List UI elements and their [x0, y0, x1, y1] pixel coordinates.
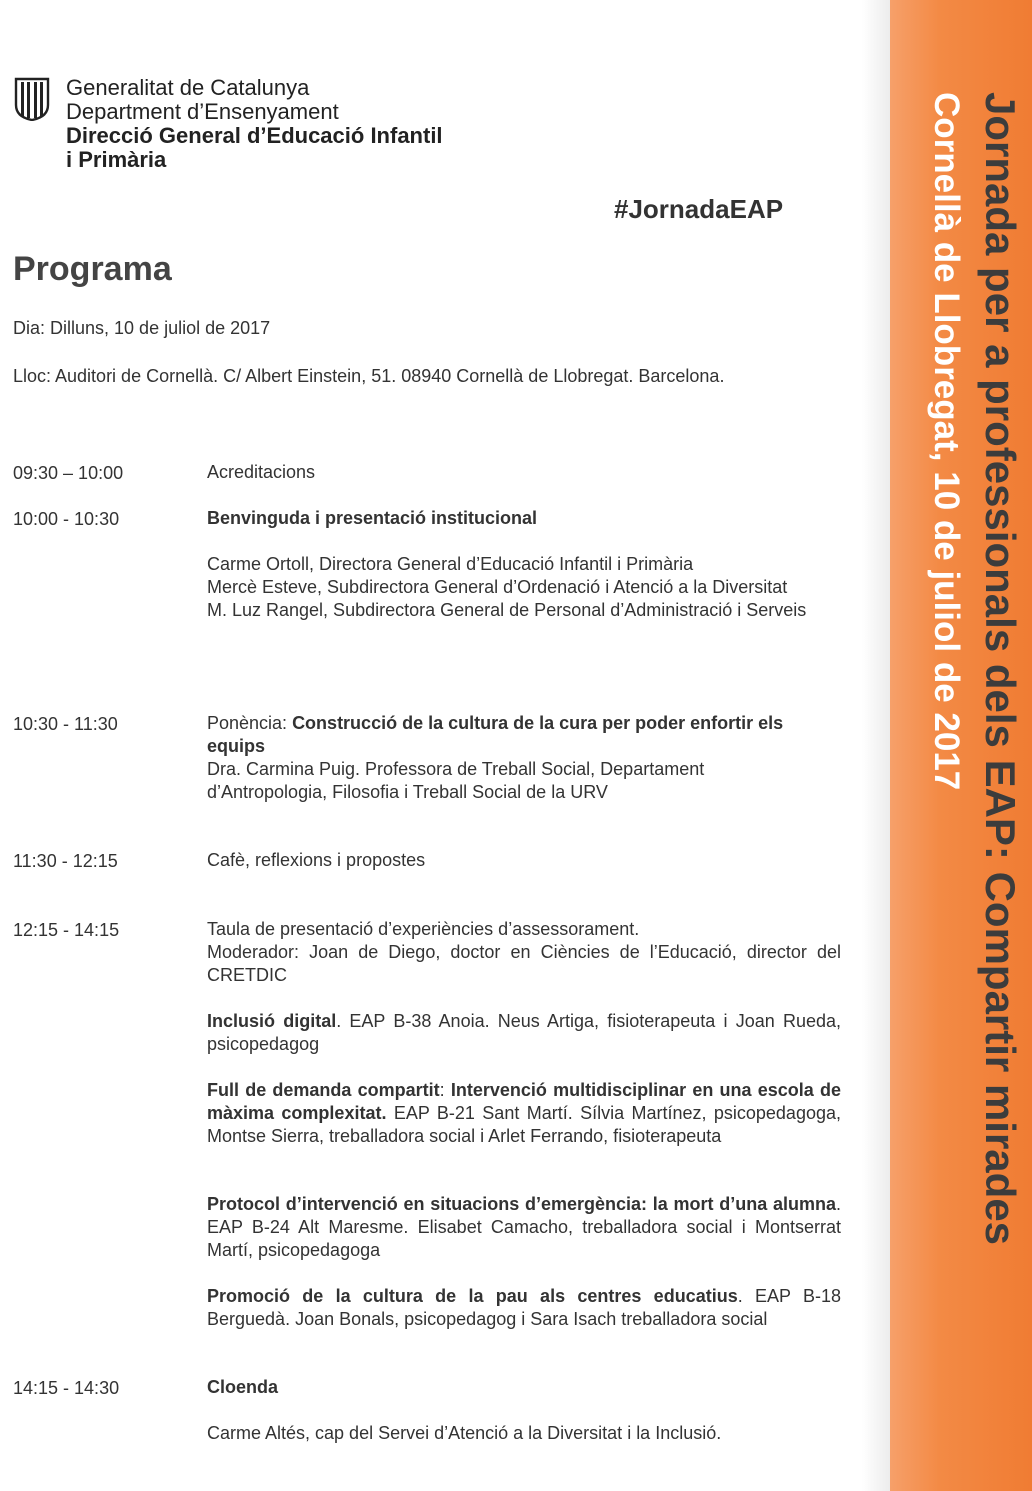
experience-3 — [207, 1193, 841, 1262]
experience-details: EAP B-21 Sant Martí. Sílvia Martínez, psicopedagoga, Montse Sierra, treballadora social i Arlet Ferrando, fisioterapeuta — [207, 1103, 841, 1146]
session-closing-speaker: Carme Altés, cap del Servei d’Atenció a la Diversitat i la Inclusió. — [207, 1423, 722, 1443]
talk-title: Construcció de la cultura de la cura per poder enfortir els equips — [207, 713, 784, 756]
page-title: Programa — [13, 250, 172, 288]
org-directorate-cont: i Primària — [66, 147, 167, 172]
session-time: 12:15 - 14:15 — [13, 920, 120, 940]
speaker: Carme Ortoll, Directora General d’Educació Infantil i Primària — [207, 554, 694, 574]
event-day: Dia: Dilluns, 10 de juliol de 2017 — [13, 318, 271, 338]
experience-4 — [207, 1285, 841, 1331]
experience-details: . EAP B-24 Alt Maresme. Elisabet Camacho, treballadora social i Montserrat Martí, psicopedagoga — [207, 1194, 841, 1260]
experience-2 — [207, 1079, 841, 1148]
speaker: M. Luz Rangel, Subdirectora General de Personal d’Administració i Serveis — [207, 600, 807, 620]
generalitat-logo-icon — [13, 77, 51, 121]
session-time: 10:30 - 11:30 — [13, 714, 118, 734]
banner-title: Jornada per a professionals dels EAP: Compartir mirades — [977, 92, 1024, 1246]
session-time: 09:30 – 10:00 — [13, 463, 124, 483]
experience-details: . EAP B-38 Anoia. Neus Artiga, fisioterapeuta i Joan Rueda, psicopedagog — [207, 1011, 841, 1054]
talk-speaker: Dra. Carmina Puig. Professora de Treball Social, Departament d’Antropologia, Filosofia i Treball Social de la URV — [207, 759, 705, 802]
experience-title: Full de demanda compartit — [207, 1080, 440, 1100]
session-welcome-title — [207, 507, 841, 530]
experience-title: Promoció de la cultura de la pau als centres educatius — [207, 1286, 738, 1306]
session-panel-intro — [207, 918, 841, 987]
panel-intro: Taula de presentació d’experiències d’assessorament. — [207, 919, 640, 939]
hashtag: #JornadaEAP — [614, 194, 784, 224]
session-welcome-speakers — [207, 553, 841, 622]
session-title: Cloenda — [207, 1377, 279, 1397]
session-closing-title — [207, 1376, 841, 1399]
experience-subtitle: Intervenció multidisciplinar en una escola de màxima complexitat. — [207, 1080, 841, 1123]
session-talk — [207, 712, 827, 804]
organization-block — [66, 76, 443, 172]
session-time: 11:30 - 12:15 — [13, 851, 118, 871]
side-banner — [890, 0, 1032, 1491]
org-directorate: Direcció General d’Educació Infantil — [66, 123, 443, 148]
event-place: Lloc: Auditori de Cornellà. C/ Albert Einstein, 51. 08940 Cornellà de Llobregat. Barcelona. — [13, 366, 725, 386]
banner-shadow — [862, 0, 890, 1491]
talk-label: Ponència: — [207, 713, 293, 733]
experience-separator: : — [439, 1080, 451, 1100]
org-department: Department d’Ensenyament — [66, 99, 339, 124]
experience-title: Protocol d’intervenció en situacions d’emergència: la mort d’una alumna — [207, 1194, 836, 1214]
banner-subtitle: Cornellà de Llobregat, 10 de juliol de 2017 — [927, 92, 966, 791]
speaker: Mercè Esteve, Subdirectora General d’Ordenació i Atenció a la Diversitat — [207, 577, 788, 597]
session-title: Benvinguda i presentació institucional — [207, 508, 538, 528]
banner-text — [890, 0, 1032, 1491]
session-coffee: Cafè, reflexions i propostes — [207, 850, 426, 870]
panel-moderator: Moderador: Joan de Diego, doctor en Ciències de l’Educació, director del CRETDIC — [207, 942, 841, 985]
experience-1 — [207, 1010, 841, 1056]
experience-title: Inclusió digital — [207, 1011, 337, 1031]
session-time: 10:00 - 10:30 — [13, 509, 120, 529]
session-time: 14:15 - 14:30 — [13, 1378, 120, 1398]
session-accreditation: Acreditacions — [207, 462, 316, 482]
experience-details: . EAP B-18 Berguedà. Joan Bonals, psicopedagog i Sara Isach treballadora social — [207, 1286, 842, 1329]
org-name: Generalitat de Catalunya — [66, 75, 310, 100]
